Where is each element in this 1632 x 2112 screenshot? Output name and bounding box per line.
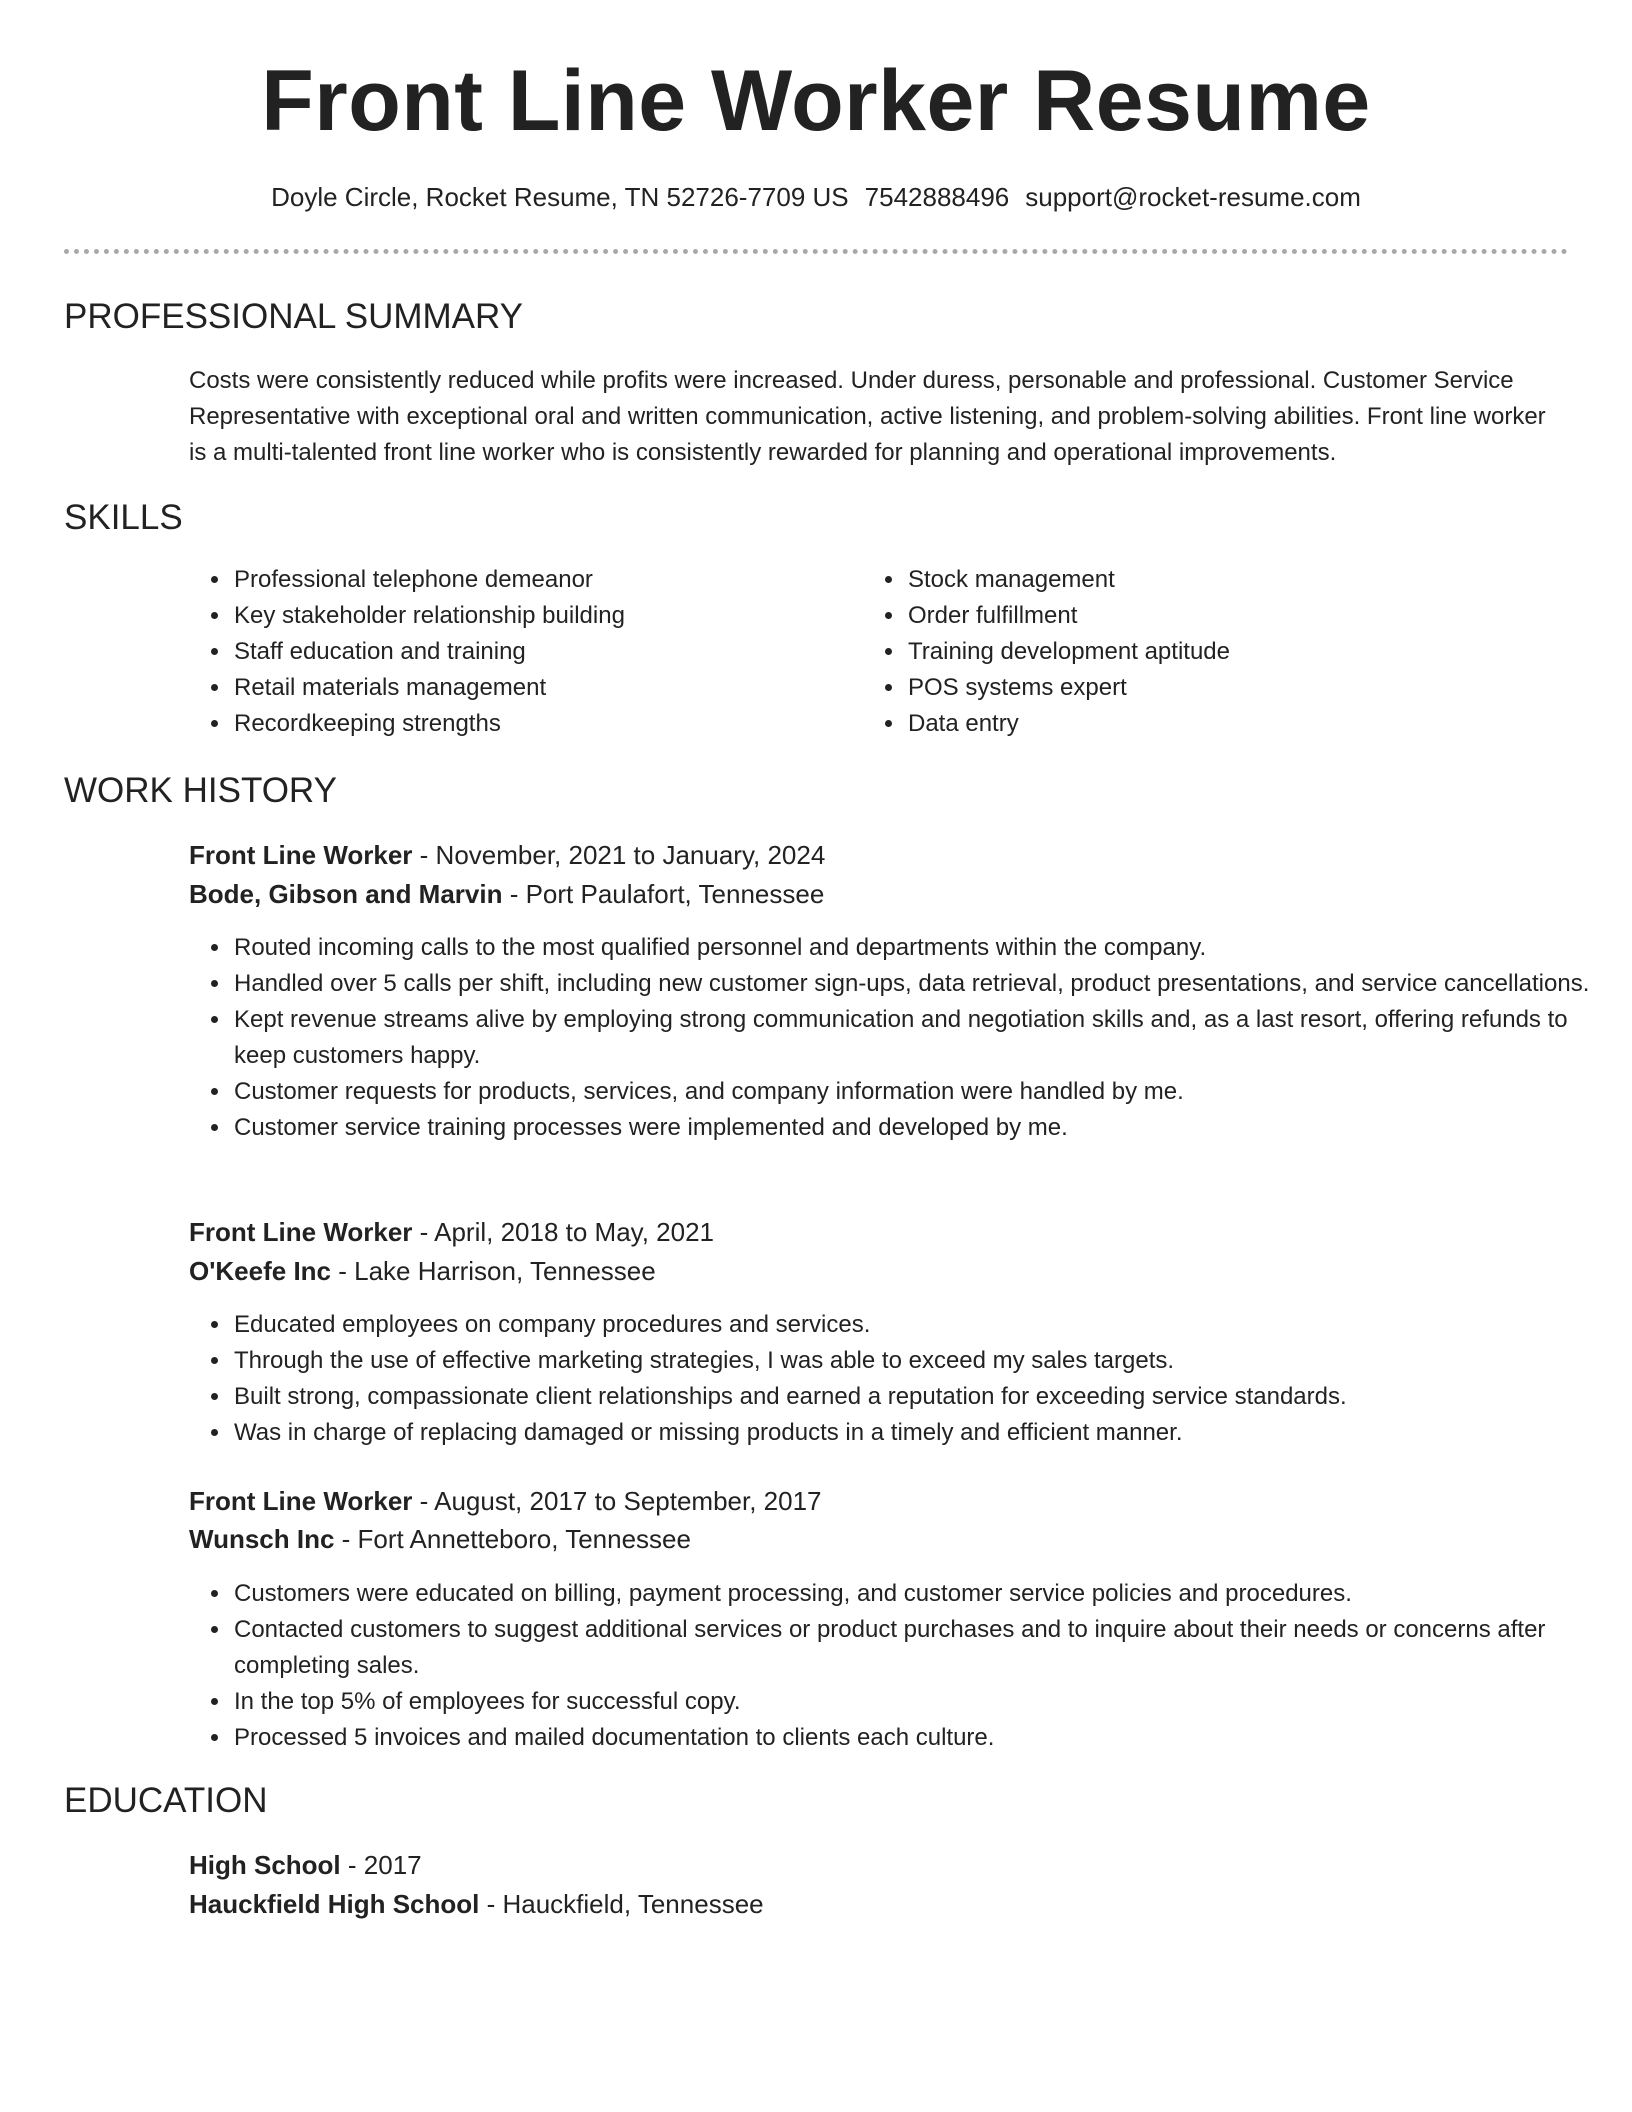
job-bullet: • Kept revenue streams alive by employing strong communication and negotiation skills and, as a last resort, offering refunds to keep customers happy. [232, 1002, 1592, 1074]
job-company-line [189, 1256, 656, 1287]
job-bullet: • Educated employees on company procedures and services. [232, 1307, 1592, 1343]
skill-item: • Order fulfillment [906, 598, 1506, 634]
section-title-education: EDUCATION [64, 1781, 268, 1820]
job-bullet: • Customer requests for products, services, and company information were handled by me. [232, 1074, 1592, 1110]
education-degree-line [189, 1850, 422, 1881]
skill-item: • Stock management [906, 562, 1506, 598]
contact-email: support@rocket-resume.com [1025, 182, 1361, 212]
education-location: - Hauckfield, Tennessee [479, 1889, 764, 1919]
job-bullet: • Processed 5 invoices and mailed documentation to clients each culture. [232, 1720, 1592, 1756]
job-bullet: • Built strong, compassionate client relationships and earned a reputation for exceeding service standards. [232, 1379, 1592, 1415]
resume-title: Front Line Worker Resume [261, 53, 1371, 149]
job-location: - Lake Harrison, Tennessee [331, 1256, 656, 1286]
job-bullet: • Customer service training processes were implemented and developed by me. [232, 1110, 1592, 1146]
contact-line [0, 182, 1632, 213]
skill-item: • Retail materials management [232, 670, 832, 706]
skill-item: • Training development aptitude [906, 634, 1506, 670]
education-school-line [189, 1889, 764, 1920]
job-role: Front Line Worker [189, 840, 413, 870]
education-school: Hauckfield High School [189, 1889, 480, 1919]
job-location: - Fort Annetteboro, Tennessee [334, 1524, 691, 1554]
section-title-skills: SKILLS [64, 498, 183, 537]
job-bullet: • Routed incoming calls to the most qualified personnel and departments within the company. [232, 930, 1592, 966]
job-bullet: • Through the use of effective marketing strategies, I was able to exceed my sales targets. [232, 1343, 1592, 1379]
skill-item: • Staff education and training [232, 634, 832, 670]
job-company: Wunsch Inc [189, 1524, 335, 1554]
job-bullets [189, 1576, 1592, 1756]
job-bullet: • Customers were educated on billing, payment processing, and customer service policies and procedures. [232, 1576, 1592, 1612]
skill-item: • POS systems expert [906, 670, 1506, 706]
summary-text: Costs were consistently reduced while profits were increased. Under duress, personable and professional. Customer Service Representative with exceptional oral and written communication, active listening, and problem-solving abilities. Front line worker is a multi-talented front line worker who is consistently rewarded for planning and operational improvements. [189, 367, 1546, 466]
job-bullets [189, 930, 1592, 1146]
skill-item: • Key stakeholder relationship building [232, 598, 832, 634]
section-title-summary: PROFESSIONAL SUMMARY [64, 297, 523, 336]
skills-list-right [863, 562, 1506, 742]
job-bullet: • Contacted customers to suggest additional services or product purchases and to inquire about their needs or concerns after completing sales. [232, 1612, 1592, 1684]
job-bullets [189, 1307, 1592, 1451]
section-title-work: WORK HISTORY [64, 771, 337, 810]
skill-item: • Data entry [906, 706, 1506, 742]
job-title-line [189, 840, 825, 871]
job-role: Front Line Worker [189, 1486, 413, 1516]
contact-phone: 7542888496 [864, 182, 1010, 212]
job-dates: - August, 2017 to September, 2017 [412, 1486, 822, 1516]
job-bullet: • Was in charge of replacing damaged or missing products in a timely and efficient manner. [232, 1415, 1592, 1451]
job-bullet: • In the top 5% of employees for successful copy. [232, 1684, 1592, 1720]
header-divider [64, 249, 1568, 254]
education-degree: High School [189, 1850, 341, 1880]
job-dates: - November, 2021 to January, 2024 [412, 840, 826, 870]
skill-item: • Professional telephone demeanor [232, 562, 832, 598]
job-role: Front Line Worker [189, 1217, 413, 1247]
job-company: O'Keefe Inc [189, 1256, 332, 1286]
job-location: - Port Paulafort, Tennessee [502, 879, 825, 909]
job-bullet: • Handled over 5 calls per shift, including new customer sign-ups, data retrieval, product presentations, and service cancellations. [232, 966, 1592, 1002]
job-company-line [189, 879, 824, 910]
skill-item: • Recordkeeping strengths [232, 706, 832, 742]
job-dates: - April, 2018 to May, 2021 [412, 1217, 715, 1247]
job-company-line [189, 1524, 691, 1555]
job-title-line [189, 1486, 822, 1517]
contact-address: Doyle Circle, Rocket Resume, TN 52726-7709 US [271, 182, 849, 212]
job-title-line [189, 1217, 714, 1248]
education-year: - 2017 [340, 1850, 422, 1880]
job-company: Bode, Gibson and Marvin [189, 879, 503, 909]
skills-list-left [189, 562, 832, 742]
